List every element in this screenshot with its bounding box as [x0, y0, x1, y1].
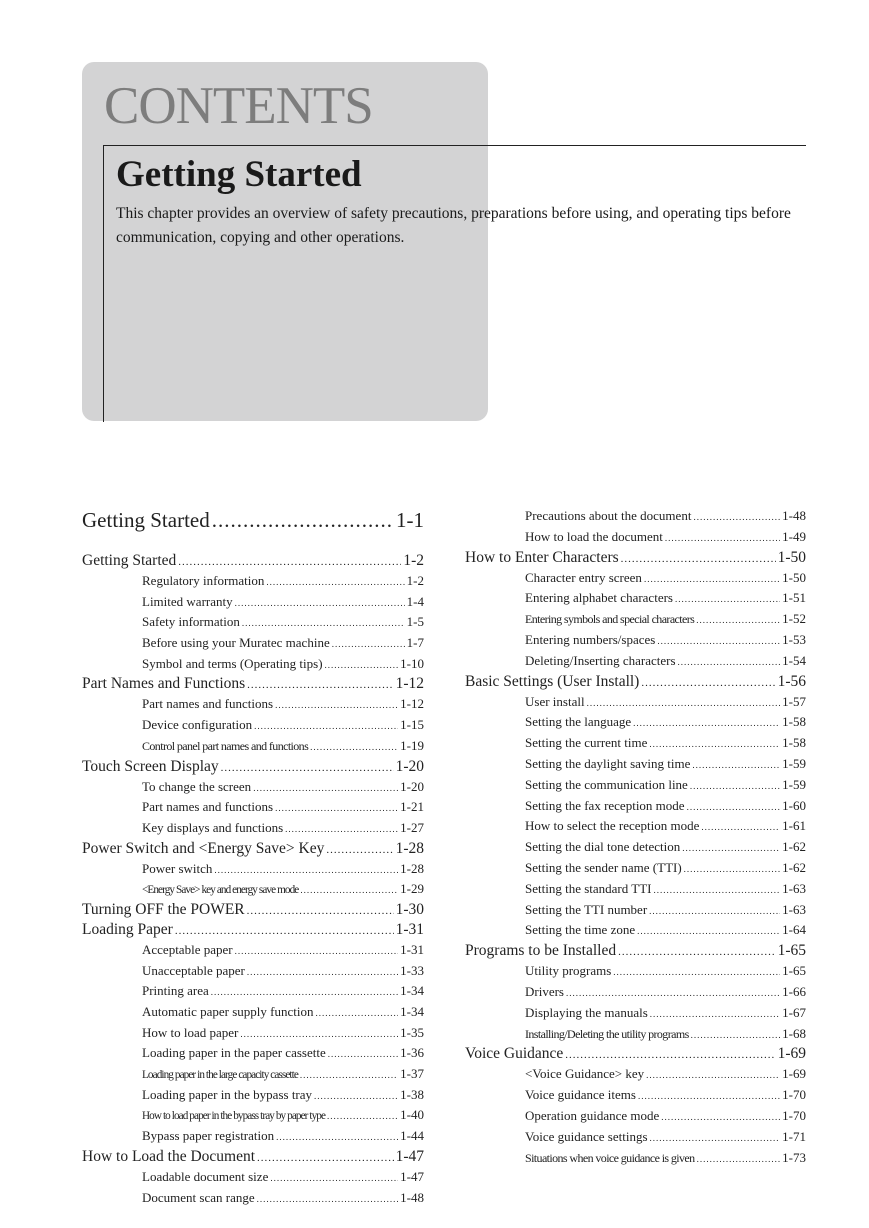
toc-subsection-entry[interactable]	[82, 1126, 424, 1147]
toc-entry-title: Entering symbols and special characters	[525, 612, 695, 627]
header-rule-vertical	[103, 145, 104, 422]
toc-leader-dots	[325, 655, 399, 676]
toc-entry-title: Device configuration	[142, 717, 253, 733]
toc-entry-page: 1-2	[403, 552, 424, 569]
toc-entry-title: Setting the daylight saving time	[525, 755, 691, 771]
toc-entry-page: 1-57	[782, 693, 806, 709]
toc-leader-dots	[638, 1086, 780, 1107]
toc-subsection-entry[interactable]	[465, 858, 806, 879]
toc-entry-page: 1-20	[400, 778, 424, 794]
toc-entry-page: 1-37	[400, 1066, 424, 1082]
toc-entry-page: 1-73	[782, 1149, 806, 1165]
toc-section-entry[interactable]	[82, 674, 424, 694]
toc-leader-dots	[649, 901, 780, 922]
toc-entry-page: 1-5	[406, 614, 424, 630]
toc-entry-page: 1-30	[395, 900, 424, 918]
toc-section-entry[interactable]	[82, 1147, 424, 1167]
toc-subsection-entry[interactable]	[465, 879, 806, 900]
toc-entry-page: 1-50	[777, 548, 806, 566]
toc-entry-title: Before using your Muratec machine	[142, 635, 330, 651]
toc-entry-page: 1-50	[782, 569, 806, 585]
toc-leader-dots	[328, 1044, 398, 1065]
toc-subsection-entry[interactable]	[82, 797, 424, 818]
toc-entry-page: 1-12	[400, 696, 424, 712]
toc-entry-page: 1-68	[782, 1025, 806, 1041]
toc-subsection-entry[interactable]	[82, 981, 424, 1002]
toc-entry-title: Entering alphabet characters	[525, 590, 673, 606]
toc-entry-page: 1-28	[395, 839, 424, 857]
toc-subsection-entry[interactable]	[82, 571, 424, 592]
toc-leader-dots	[300, 1065, 398, 1086]
toc-entry-title: Loadable document size	[142, 1168, 269, 1184]
toc-entry-page: 1-48	[400, 1189, 424, 1205]
toc-subsection-entry[interactable]	[82, 818, 424, 839]
toc-entry-title: Part Names and Functions	[82, 675, 246, 693]
toc-leader-dots	[696, 610, 780, 631]
toc-entry-title: Part names and functions	[142, 696, 274, 712]
toc-entry-title: Regulatory information	[142, 573, 265, 588]
toc-leader-dots	[285, 819, 398, 840]
toc-entry-page: 1-7	[406, 635, 424, 651]
toc-leader-dots	[646, 1065, 780, 1086]
toc-leader-dots	[247, 901, 394, 921]
toc-entry-page: 1-2	[406, 573, 424, 588]
toc-entry-page: 1-29	[400, 881, 424, 897]
toc-entry-title: Acceptable paper	[142, 941, 233, 957]
toc-section-entry[interactable]	[82, 757, 424, 777]
toc-entry-page: 1-35	[400, 1024, 424, 1040]
toc-leader-dots	[257, 1189, 399, 1210]
toc-entry-title: Setting the sender name (TTI)	[525, 859, 682, 875]
toc-entry-title: Power Switch and <Energy Save> Key	[82, 839, 325, 857]
toc-leader-dots	[175, 921, 394, 941]
toc-entry-page: 1-20	[395, 757, 424, 775]
toc-entry-page: 1-59	[782, 776, 806, 792]
toc-leader-dots	[693, 507, 780, 528]
toc-section-entry[interactable]	[465, 548, 806, 568]
toc-leader-dots	[649, 734, 780, 755]
toc-subsection-entry[interactable]	[465, 651, 806, 672]
toc-entry-title: Programs to be Installed	[465, 942, 617, 960]
toc-entry-page: 1-21	[400, 799, 424, 815]
toc-leader-dots	[697, 1149, 781, 1170]
toc-subsection-entry[interactable]	[465, 1106, 806, 1127]
toc-subsection-entry[interactable]	[465, 609, 806, 630]
toc-section-entry[interactable]	[82, 551, 424, 571]
toc-entry-page: 1-70	[782, 1107, 806, 1123]
toc-entry-page: 1-59	[782, 755, 806, 771]
toc-entry-title: User install	[525, 693, 585, 709]
toc-leader-dots	[332, 634, 405, 655]
toc-leader-dots	[644, 569, 780, 590]
toc-entry-title: Printing area	[142, 983, 209, 999]
toc-entry-title: How to load the document	[525, 528, 663, 544]
toc-subsection-entry[interactable]	[82, 1188, 424, 1209]
toc-entry-title: Key displays and functions	[142, 819, 284, 835]
toc-entry-page: 1-47	[400, 1168, 424, 1184]
toc-section-entry[interactable]	[82, 839, 424, 859]
toc-leader-dots	[276, 1127, 398, 1148]
chapter-title: Getting Started	[116, 154, 362, 195]
toc-leader-dots	[701, 817, 780, 838]
toc-entry-page: 1-63	[782, 880, 806, 896]
toc-entry-title: Situations when voice guidance is given	[525, 1150, 695, 1165]
toc-leader-dots	[692, 755, 780, 776]
toc-entry-page: 1-27	[400, 819, 424, 835]
toc-subsection-entry[interactable]	[82, 859, 424, 880]
toc-entry-title: How to Load the Document	[82, 1147, 256, 1165]
toc-entry-page: 1-47	[395, 1147, 424, 1165]
toc-subsection-entry[interactable]	[82, 715, 424, 736]
toc-leader-dots	[566, 983, 780, 1004]
toc-leader-dots	[618, 942, 775, 962]
toc-subsection-entry[interactable]	[465, 712, 806, 733]
toc-entry-page: 1-67	[782, 1004, 806, 1020]
toc-subsection-entry[interactable]	[465, 837, 806, 858]
toc-entry-title: Drivers	[525, 983, 564, 999]
toc-entry-title: Installing/Deleting the utility programs	[525, 1026, 689, 1041]
toc-leader-dots	[327, 1106, 398, 1127]
toc-entry-page: 1-63	[782, 901, 806, 917]
toc-subsection-entry[interactable]	[465, 754, 806, 775]
toc-subsection-entry[interactable]	[82, 879, 424, 900]
toc-leader-dots	[675, 589, 780, 610]
toc-leader-dots	[641, 673, 775, 693]
toc-entry-title: Limited warranty	[142, 593, 233, 609]
toc-entry-page: 1-4	[406, 593, 424, 609]
toc-subsection-entry[interactable]	[465, 1003, 806, 1024]
toc-entry-title: Loading paper in the bypass tray	[142, 1086, 313, 1102]
toc-subsection-entry[interactable]	[82, 1085, 424, 1106]
toc-right-column	[465, 506, 806, 1168]
toc-entry-page: 1-65	[782, 963, 806, 979]
toc-entry-page: 1-58	[782, 714, 806, 730]
toc-entry-title: Voice guidance settings	[525, 1128, 648, 1144]
toc-entry-title: Setting the fax reception mode	[525, 797, 685, 813]
toc-entry-title: Power switch	[142, 860, 213, 876]
toc-subsection-entry[interactable]	[465, 1064, 806, 1085]
toc-entry-title: Setting the language	[525, 714, 632, 730]
toc-chapter-title: Getting Started	[82, 508, 210, 532]
toc-entry-title: Setting the communication line	[525, 776, 688, 792]
toc-leader-dots	[665, 528, 780, 549]
toc-leader-dots	[690, 776, 780, 797]
toc-leader-dots	[661, 1107, 780, 1128]
toc-subsection-entry[interactable]	[465, 506, 806, 527]
toc-subsection-entry[interactable]	[465, 816, 806, 837]
toc-subsection-entry[interactable]	[465, 733, 806, 754]
toc-leader-dots	[314, 1086, 398, 1107]
toc-entry-title: Touch Screen Display	[82, 757, 219, 775]
toc-subsection-entry[interactable]	[82, 1023, 424, 1044]
toc-subsection-entry[interactable]	[465, 961, 806, 982]
toc-entry-page: 1-62	[782, 839, 806, 855]
toc-entry-page: 1-48	[782, 508, 806, 523]
toc-entry-page: 1-34	[400, 1004, 424, 1019]
toc-entry-title: <Energy Save> key and energy save mode	[142, 884, 299, 897]
toc-subsection-entry[interactable]	[82, 736, 424, 757]
toc-entry-title: Part names and functions	[142, 799, 274, 815]
toc-leader-dots	[212, 507, 394, 534]
toc-subsection-entry[interactable]	[82, 940, 424, 961]
toc-subsection-entry[interactable]	[82, 694, 424, 715]
toc-entry-title: Automatic paper supply function	[142, 1004, 314, 1019]
toc-entry-title: How to select the reception mode	[525, 818, 700, 834]
toc-leader-dots	[275, 798, 398, 819]
toc-subsection-entry[interactable]	[82, 1064, 424, 1085]
toc-leader-dots	[214, 860, 398, 881]
toc-entry-page: 1-69	[777, 1045, 806, 1063]
toc-entry-page: 1-70	[782, 1087, 806, 1103]
toc-entry-page: 1-36	[400, 1045, 424, 1061]
contents-heading: CONTENTS	[104, 77, 373, 135]
toc-entry-title: Setting the dial tone detection	[525, 839, 681, 855]
toc-entry-page: 1-66	[782, 983, 806, 999]
toc-entry-page: 1-19	[400, 737, 424, 753]
toc-entry-title: Operation guidance mode	[525, 1107, 660, 1123]
toc-subsection-entry[interactable]	[465, 527, 806, 548]
toc-entry-title: Setting the time zone	[525, 922, 636, 938]
toc-entry-title: Character entry screen	[525, 569, 642, 585]
toc-leader-dots	[253, 778, 398, 799]
toc-entry-page: 1-15	[400, 717, 424, 733]
toc-leader-dots	[587, 693, 781, 714]
toc-entry-page: 1-69	[782, 1066, 806, 1082]
toc-subsection-entry[interactable]	[465, 920, 806, 941]
toc-entry-title: Safety information	[142, 614, 240, 630]
toc-subsection-entry[interactable]	[82, 633, 424, 654]
toc-entry-title: Deleting/Inserting characters	[525, 652, 676, 668]
toc-leader-dots	[684, 859, 780, 880]
toc-entry-title: Displaying the manuals	[525, 1004, 648, 1020]
header-rule-horizontal	[103, 145, 806, 146]
toc-entry-title: Setting the standard TTI	[525, 880, 652, 896]
toc-leader-dots	[650, 1128, 781, 1149]
toc-entry-title: Loading paper in the large capacity cassette	[142, 1069, 298, 1082]
toc-entry-page: 1-33	[400, 962, 424, 978]
toc-leader-dots	[682, 838, 780, 859]
toc-leader-dots	[653, 880, 780, 901]
toc-leader-dots	[235, 593, 405, 614]
toc-subsection-entry[interactable]	[465, 1127, 806, 1148]
toc-entry-title: How to load paper in the bypass tray by paper type	[142, 1110, 326, 1123]
toc-subsection-entry[interactable]	[82, 592, 424, 613]
toc-leader-dots	[247, 962, 398, 983]
toc-entry-title: Getting Started	[82, 552, 177, 569]
toc-entry-page: 1-10	[400, 655, 424, 671]
toc-entry-title: Basic Settings (User Install)	[465, 672, 640, 690]
toc-leader-dots	[316, 1003, 399, 1024]
toc-leader-dots	[678, 652, 781, 673]
toc-entry-title: Unacceptable paper	[142, 962, 245, 978]
toc-entry-title: Loading Paper	[82, 920, 173, 938]
toc-entry-page: 1-31	[395, 920, 424, 938]
toc-leader-dots	[178, 552, 401, 572]
toc-entry-title: Symbol and terms (Operating tips)	[142, 655, 323, 671]
toc-subsection-entry[interactable]	[465, 568, 806, 589]
toc-leader-dots	[613, 962, 780, 983]
toc-leader-dots	[270, 1168, 398, 1189]
toc-subsection-entry[interactable]	[82, 1002, 424, 1023]
toc-leader-dots	[310, 737, 398, 758]
toc-entry-page: 1-58	[782, 735, 806, 751]
chapter-description: This chapter provides an overview of safety precautions, preparations before using, and operating tips before communication, copying and other operations.	[116, 205, 791, 246]
toc-subsection-entry[interactable]	[465, 588, 806, 609]
toc-subsection-entry[interactable]	[465, 1148, 806, 1169]
toc-section-entry[interactable]	[465, 941, 806, 961]
toc-subsection-entry[interactable]	[82, 961, 424, 982]
toc-left-entries	[82, 551, 424, 1208]
toc-entry-page: 1-28	[400, 860, 424, 876]
toc-section-entry[interactable]	[82, 920, 424, 940]
toc-entry-title: Precautions about the document	[525, 508, 692, 523]
toc-leader-dots	[633, 713, 780, 734]
toc-entry-title: Setting the TTI number	[525, 901, 648, 917]
toc-leader-dots	[650, 1004, 780, 1025]
toc-subsection-entry[interactable]	[465, 775, 806, 796]
toc-subsection-entry[interactable]	[82, 777, 424, 798]
toc-entry-title: Voice Guidance	[465, 1045, 564, 1063]
toc-leader-dots	[257, 1148, 394, 1168]
toc-right-entries	[465, 506, 806, 1168]
toc-entry-page: 1-54	[782, 652, 806, 668]
toc-leader-dots	[300, 880, 398, 901]
toc-entry-title: Entering numbers/spaces	[525, 631, 656, 647]
toc-subsection-entry[interactable]	[82, 1167, 424, 1188]
toc-entry-page: 1-53	[782, 631, 806, 647]
toc-leader-dots	[621, 549, 776, 569]
toc-entry-title: Utility programs	[525, 963, 612, 979]
toc-subsection-entry[interactable]	[82, 612, 424, 633]
toc-entry-page: 1-38	[400, 1086, 424, 1102]
toc-section-entry[interactable]	[82, 900, 424, 920]
toc-leader-dots	[326, 840, 393, 860]
toc-entry-page: 1-44	[400, 1128, 424, 1144]
toc-subsection-entry[interactable]	[82, 1105, 424, 1126]
toc-entry-page: 1-64	[782, 922, 806, 938]
toc-chapter-entry[interactable]	[82, 507, 424, 534]
toc-entry-page: 1-40	[400, 1107, 424, 1123]
toc-entry-page: 1-56	[777, 672, 806, 690]
toc-entry-page: 1-51	[782, 590, 806, 606]
toc-leader-dots	[235, 941, 399, 962]
toc-leader-dots	[211, 982, 398, 1003]
toc-leader-dots	[565, 1045, 775, 1065]
toc-leader-dots	[221, 758, 394, 778]
toc-subsection-entry[interactable]	[465, 982, 806, 1003]
toc-entry-page: 1-34	[400, 983, 424, 999]
toc-entry-page: 1-49	[782, 528, 806, 544]
toc-entry-title: Voice guidance items	[525, 1087, 636, 1103]
toc-leader-dots	[637, 921, 780, 942]
toc-leader-dots	[266, 572, 404, 593]
toc-entry-page: 1-31	[400, 941, 424, 957]
toc-leader-dots	[242, 613, 405, 634]
toc-entry-title: Setting the current time	[525, 735, 648, 751]
toc-entry-title: Bypass paper registration	[142, 1128, 275, 1144]
toc-entry-page: 1-61	[782, 818, 806, 834]
toc-subsection-entry[interactable]	[465, 692, 806, 713]
toc-entry-page: 1-62	[782, 859, 806, 875]
toc-entry-title: Loading paper in the paper cassette	[142, 1045, 326, 1061]
toc-entry-title: <Voice Guidance> key	[525, 1066, 645, 1082]
toc-entry-title: Turning OFF the POWER	[82, 900, 245, 918]
toc-entry-page: 1-52	[782, 611, 806, 627]
toc-leader-dots	[254, 716, 398, 737]
toc-leader-dots	[657, 631, 780, 652]
toc-entry-title: Document scan range	[142, 1189, 255, 1205]
toc-leader-dots	[275, 695, 398, 716]
toc-section-entry[interactable]	[465, 1044, 806, 1064]
toc-subsection-entry[interactable]	[82, 654, 424, 675]
toc-subsection-entry[interactable]	[465, 1024, 806, 1045]
toc-section-entry[interactable]	[465, 672, 806, 692]
toc-entry-title: To change the screen	[142, 778, 252, 794]
toc-left-column	[82, 507, 424, 1208]
toc-subsection-entry[interactable]	[465, 796, 806, 817]
toc-entry-page: 1-60	[782, 797, 806, 813]
toc-entry-title: How to load paper	[142, 1024, 239, 1040]
toc-entry-page: 1-12	[395, 675, 424, 693]
toc-entry-page: 1-65	[777, 942, 806, 960]
toc-entry-title: How to Enter Characters	[465, 548, 619, 566]
toc-subsection-entry[interactable]	[465, 630, 806, 651]
toc-subsection-entry[interactable]	[465, 900, 806, 921]
toc-subsection-entry[interactable]	[82, 1043, 424, 1064]
toc-subsection-entry[interactable]	[465, 1085, 806, 1106]
toc-leader-dots	[247, 675, 393, 695]
toc-leader-dots	[240, 1024, 398, 1045]
toc-leader-dots	[691, 1025, 781, 1046]
toc-entry-page: 1-71	[782, 1128, 806, 1144]
toc-leader-dots	[687, 797, 781, 818]
toc-entry-title: Control panel part names and functions	[142, 738, 309, 753]
toc-chapter-page: 1-1	[396, 508, 424, 532]
